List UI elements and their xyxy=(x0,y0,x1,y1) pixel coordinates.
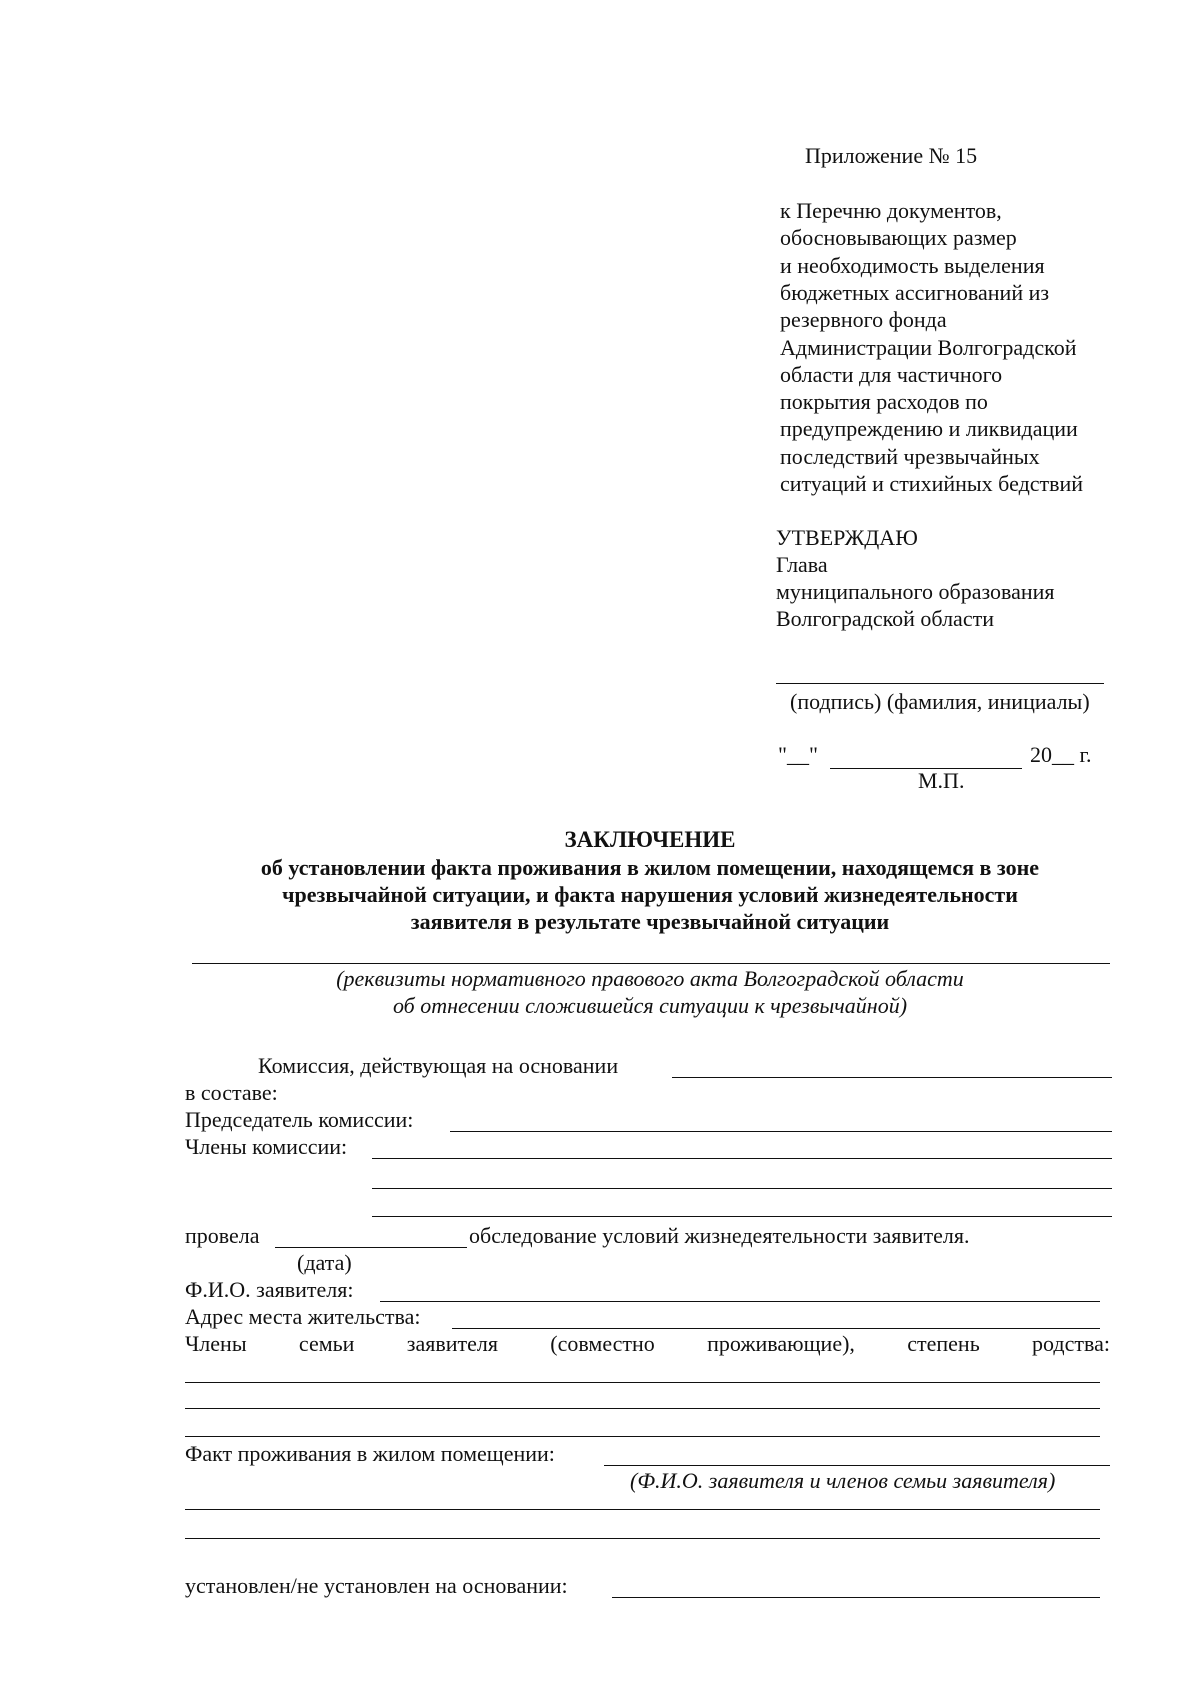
appendix-reference-line: области для частичного xyxy=(780,361,1003,387)
approver-title-line: Глава xyxy=(776,552,828,577)
appendix-reference-line: и необходимость выделения xyxy=(780,252,1045,278)
appendix-reference-line: предупреждению и ликвидации xyxy=(780,416,1078,442)
conducted-label: провела xyxy=(185,1223,260,1248)
signature-line xyxy=(776,683,1104,684)
address-line xyxy=(452,1328,1100,1329)
commission-basis-line xyxy=(672,1077,1112,1078)
appendix-reference-line: к Перечню документов, xyxy=(780,198,1002,223)
date-day: "__" xyxy=(778,742,818,767)
appendix-number: Приложение № 15 xyxy=(805,143,978,168)
appendix-reference-line: обосновывающих размер xyxy=(780,225,1017,251)
approver-title-line: Волгоградской области xyxy=(776,606,994,631)
composition-label: в составе: xyxy=(185,1080,278,1105)
family-word: Члены xyxy=(185,1331,247,1356)
appendix-reference-line: покрытия расходов по xyxy=(780,389,988,415)
family-word: семьи xyxy=(298,1331,355,1356)
established-label: установлен/не установлен на основании: xyxy=(185,1573,568,1598)
family-word: степень xyxy=(907,1331,980,1356)
applicant-name-label: Ф.И.О. заявителя: xyxy=(185,1277,354,1302)
date-caption: (дата) xyxy=(297,1250,352,1275)
residence-caption: (Ф.И.О. заявителя и членов семьи заявителя) xyxy=(630,1468,1056,1493)
family-members-row xyxy=(185,1331,1110,1357)
document-subtitle-line: об установлении факта проживания в жилом помещении, находящемся в зоне xyxy=(260,855,1040,880)
appendix-reference-line: Администрации Волгоградской xyxy=(780,334,1077,360)
document-subtitle-line: заявителя в результате чрезвычайной ситуации xyxy=(410,909,890,934)
members-line-1 xyxy=(372,1158,1112,1159)
chairman-line xyxy=(450,1131,1112,1132)
members-line-3 xyxy=(372,1216,1112,1217)
commission-basis-label: Комиссия, действующая на основании xyxy=(258,1053,619,1078)
document-subtitle-line: чрезвычайной ситуации, и факта нарушения условий жизнедеятельности xyxy=(282,882,1018,907)
residence-line-2 xyxy=(185,1538,1100,1539)
requisites-caption-line: (реквизиты нормативного правового акта Волгоградской области xyxy=(336,966,964,991)
family-line-1 xyxy=(185,1382,1100,1383)
members-label: Члены комиссии: xyxy=(185,1134,348,1159)
residence-fact-label: Факт проживания в жилом помещении: xyxy=(185,1441,555,1466)
appendix-reference-line: последствий чрезвычайных xyxy=(780,443,1040,469)
approver-title-line: муниципального образования xyxy=(776,579,1055,604)
approve-heading: УТВЕРЖДАЮ xyxy=(776,525,918,550)
stamp-label: М.П. xyxy=(918,768,965,793)
address-label: Адрес места жительства: xyxy=(185,1304,421,1329)
family-word: родства: xyxy=(1032,1331,1110,1356)
family-line-3 xyxy=(185,1436,1100,1437)
family-word: заявителя xyxy=(406,1331,498,1356)
members-line-2 xyxy=(372,1188,1112,1189)
requisites-line xyxy=(192,963,1110,964)
appendix-reference-line: ситуаций и стихийных бедствий xyxy=(780,471,1084,496)
document-title: ЗАКЛЮЧЕНИЕ xyxy=(564,827,736,852)
applicant-name-line xyxy=(380,1301,1100,1302)
date-year: 20__ г. xyxy=(1030,742,1092,767)
residence-fact-line xyxy=(604,1465,1110,1466)
requisites-caption-line: об отнесении сложившейся ситуации к чрезвычайной) xyxy=(392,993,908,1018)
appendix-reference-line: бюджетных ассигнований из xyxy=(780,279,1050,305)
family-line-2 xyxy=(185,1408,1100,1409)
family-word: (совместно xyxy=(550,1331,655,1356)
chairman-label: Председатель комиссии: xyxy=(185,1107,414,1132)
established-line xyxy=(612,1597,1100,1598)
family-word: проживающие), xyxy=(707,1331,855,1356)
residence-line-1 xyxy=(185,1509,1100,1510)
conducted-date-line xyxy=(275,1247,467,1248)
conducted-rest: обследование условий жизнедеятельности заявителя. xyxy=(469,1223,970,1248)
appendix-reference-line: резервного фонда xyxy=(780,307,947,333)
signature-caption: (подпись) (фамилия, инициалы) xyxy=(790,689,1090,714)
